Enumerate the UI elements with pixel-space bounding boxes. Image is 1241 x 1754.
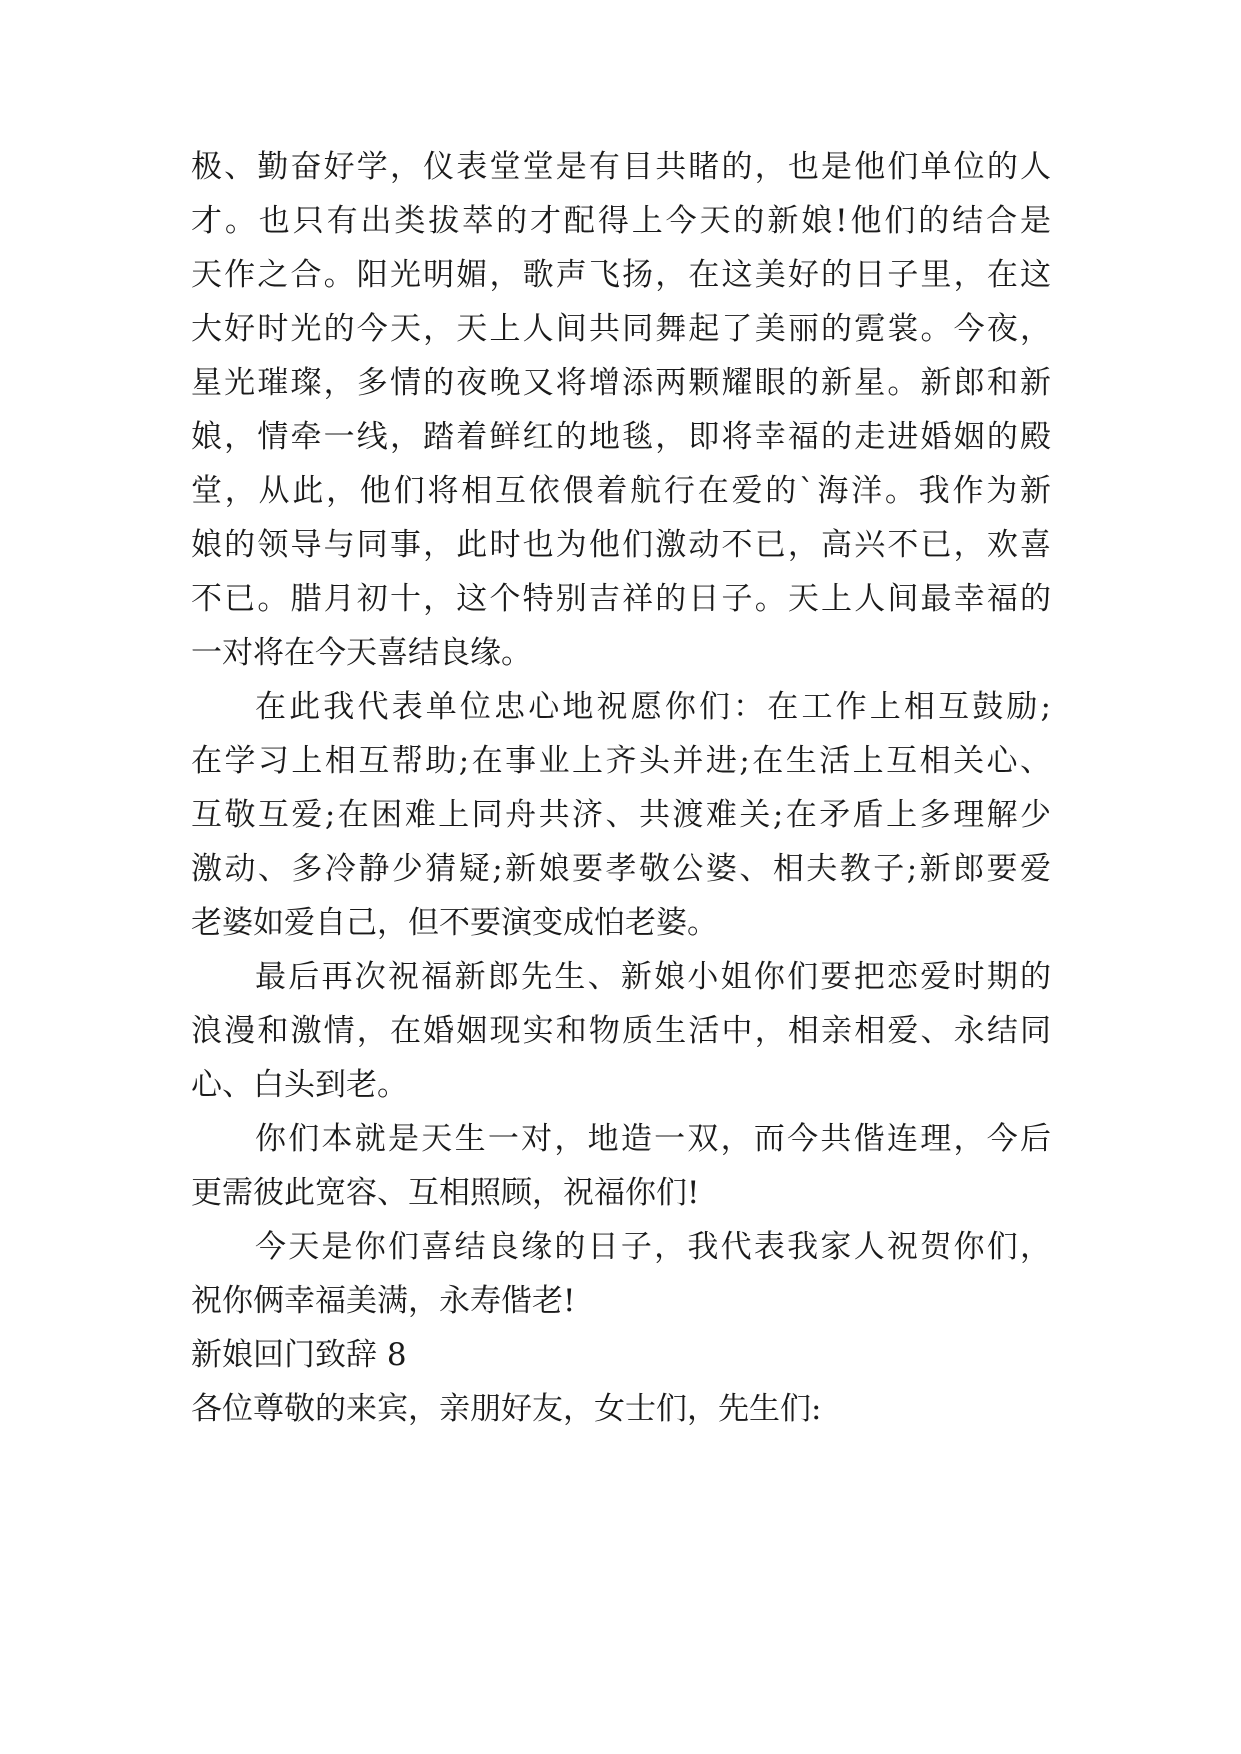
paragraph-line: 心、白头到老。 bbox=[191, 1067, 408, 1103]
paragraph-line: 你们本就是天生一对，地造一双，而今共偕连理，今后 bbox=[255, 1121, 1051, 1157]
paragraph-line: 一对将在今天喜结良缘。 bbox=[191, 635, 532, 671]
paragraph-line: 娘的领导与同事，此时也为他们激动不已，高兴不已，欢喜 bbox=[191, 527, 1051, 563]
paragraph-line: 最后再次祝福新郎先生、新娘小姐你们要把恋爱时期的 bbox=[255, 959, 1051, 995]
section-heading: 新娘回门致辞 8 bbox=[191, 1337, 407, 1373]
paragraph-line: 娘，情牵一线，踏着鲜红的地毯，即将幸福的走进婚姻的殿 bbox=[191, 419, 1051, 455]
paragraph-line: 不已。腊月初十，这个特别吉祥的日子。天上人间最幸福的 bbox=[191, 581, 1051, 617]
paragraph-line: 浪漫和激情，在婚姻现实和物质生活中，相亲相爱、永结同 bbox=[191, 1013, 1051, 1049]
paragraph-line: 今天是你们喜结良缘的日子，我代表我家人祝贺你们， bbox=[255, 1229, 1051, 1265]
paragraph-line: 祝你俩幸福美满，永寿偕老! bbox=[191, 1283, 576, 1319]
paragraph-line: 在学习上相互帮助;在事业上齐头并进;在生活上互相关心、 bbox=[191, 743, 1051, 779]
paragraph-line: 在此我代表单位忠心地祝愿你们：在工作上相互鼓励; bbox=[255, 689, 1051, 725]
paragraph-line: 星光璀璨，多情的夜晚又将增添两颗耀眼的新星。新郎和新 bbox=[191, 365, 1051, 401]
paragraph-line: 老婆如爱自己，但不要演变成怕老婆。 bbox=[191, 905, 718, 941]
paragraph-line: 大好时光的今天，天上人间共同舞起了美丽的霓裳。今夜， bbox=[191, 311, 1051, 347]
paragraph-line: 互敬互爱;在困难上同舟共济、共渡难关;在矛盾上多理解少 bbox=[191, 797, 1051, 833]
paragraph-line: 极、勤奋好学，仪表堂堂是有目共睹的，也是他们单位的人 bbox=[191, 149, 1051, 185]
paragraph-line: 更需彼此宽容、互相照顾，祝福你们! bbox=[191, 1175, 700, 1211]
paragraph-line: 才。也只有出类拔萃的才配得上今天的新娘!他们的结合是 bbox=[191, 203, 1051, 239]
paragraph-line: 天作之合。阳光明媚，歌声飞扬，在这美好的日子里，在这 bbox=[191, 257, 1051, 293]
salutation-line: 各位尊敬的来宾，亲朋好友，女士们，先生们: bbox=[191, 1391, 822, 1427]
paragraph-line: 堂，从此，他们将相互依偎着航行在爱的`海洋。我作为新 bbox=[191, 473, 1051, 509]
paragraph-line: 激动、多冷静少猜疑;新娘要孝敬公婆、相夫教子;新郎要爱 bbox=[191, 851, 1051, 887]
